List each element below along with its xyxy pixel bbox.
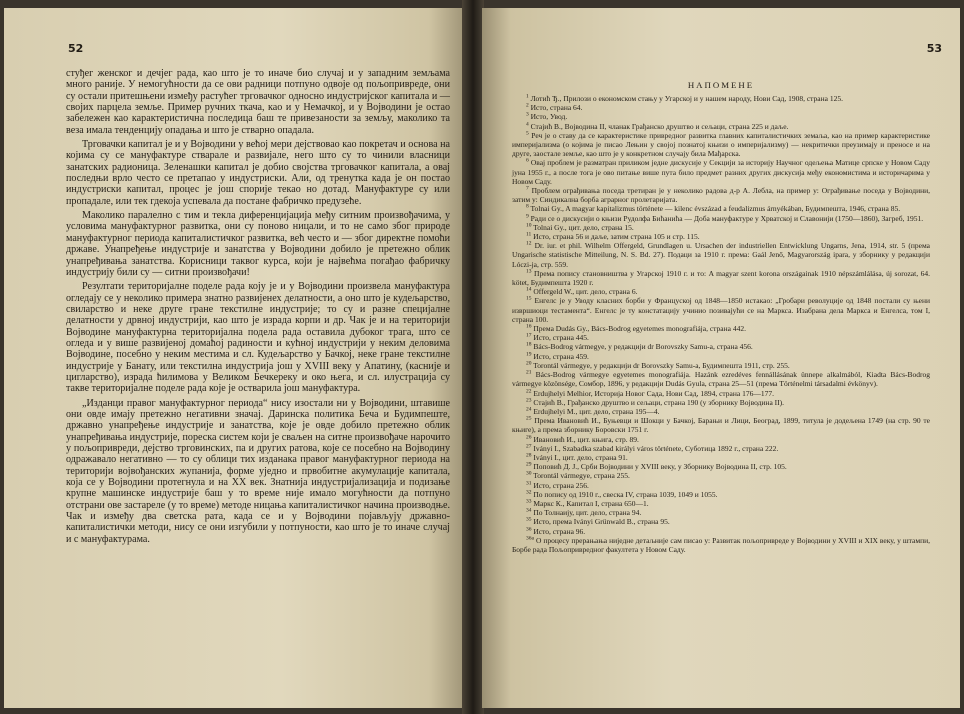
note-item: [512, 407, 930, 416]
note-number: 31: [526, 480, 532, 487]
note-item: [512, 435, 930, 444]
note-item: [512, 223, 930, 232]
note-item: [512, 131, 930, 159]
note-text: Исто, страна 96.: [531, 526, 586, 536]
note-text: Tolnai Gy., цит. дело, страна 15.: [531, 222, 634, 232]
note-text: Према Dudás Gy., Bács-Bodrog egyetemes monografiája, страна 442.: [531, 324, 746, 334]
note-number: 30: [526, 470, 532, 477]
note-text: Енгелс је у Уводу класних борби у Француској од 1848—1850 истакао: „Гробари револуције од 1848 постали су њени извршиоци тестамента“. Енгелс је ту констатацију учинио позивајући се на Маркса. Изабрана дела Маркса и Енгелса, том I, страна 100.: [512, 296, 930, 324]
note-number: 32: [526, 489, 532, 496]
note-item: [512, 342, 930, 351]
note-text: О процесу прерањања ниједне детаљније сам писао у: Развитак пољопривреде у Војводини у XVIII и XIX веку, у штампи, Борбе рада Пољопривредног факултета у Новом Саду.: [512, 535, 930, 554]
note-item: [512, 527, 930, 536]
page-number-right: 53: [926, 42, 942, 55]
note-number: 33: [526, 498, 532, 505]
note-item: [512, 370, 930, 388]
note-item: [512, 112, 930, 121]
note-number: 35: [526, 516, 532, 523]
note-number: 28: [526, 452, 532, 459]
note-text: Исто, Увод.: [528, 112, 568, 122]
note-number: 6: [526, 157, 529, 164]
note-number: 23: [526, 397, 532, 404]
note-text: Tolnai Gy., A magyar kapitalizmus története — kilenc évszázad a feudalizmus árnyékában, Будимпешта, 1946, страна 85.: [528, 204, 901, 214]
note-item: [512, 444, 930, 453]
note-text: Исто, страна 256.: [531, 480, 589, 490]
note-text: Према попису становништва у Угарској 1910 г. и то: A magyar szent korona országainak 1910 népszámlálása, új sorozat, 64. kötet, Будимпешта 1920 г.: [512, 268, 930, 288]
note-item: [512, 241, 930, 269]
note-item: [512, 462, 930, 471]
note-number: 7: [526, 185, 529, 192]
note-number: 20: [526, 360, 532, 367]
notes-heading: НАПОМЕНЕ: [687, 80, 755, 90]
note-text: Bács-Bodrog vármegye egyetemes monografiája. Hazánk ezredéves fennállásának ünnepe alkalmából, Kiadta Bács-Bodrog vármegye közönsége, Сомбор, 1896, у редакцији Dudás Gyula, страна 25—51 (према Történelmi társadalmi évkönyv).: [512, 370, 930, 389]
note-item: [512, 352, 930, 361]
note-number: 26: [526, 434, 532, 441]
note-item: [512, 536, 930, 554]
note-number: 5: [526, 130, 529, 137]
note-number: 36: [526, 526, 532, 533]
note-number: 16: [526, 323, 532, 330]
note-number: 17: [526, 332, 532, 339]
note-text: По Толнаију, цит. дело, страна 94.: [531, 508, 642, 518]
note-item: [512, 186, 930, 204]
paragraph: стуђег женског и дечјег рада, као што је то иначе био случај и у западним земљама много раније. У немогућности да се ови радници потпуно одвоје од пољопривреде, они су остали притешњени између растућег трговачког односно индустријског капитала и — својих парцела земље. Пример ручних ткача, као и у Немачкој, и у Војводини је остао забележен као карактеристична последица баш те привезаности за земљу, маколико та веза имала тенденцију опадања и што је стварно опадала.: [66, 68, 450, 136]
note-text: Исто, страна 64.: [528, 103, 583, 113]
note-number: 27: [526, 443, 532, 450]
note-item: [512, 416, 930, 434]
note-text: Исто, страна 56 и даље, затим страна 105 и стр. 115.: [531, 232, 700, 242]
note-number: 19: [526, 351, 532, 358]
body-text: [66, 68, 450, 548]
page-number-left: 52: [68, 42, 84, 55]
note-text: Torontál vármegye, у редакцији dr Borovszky Samu-a, Будимпешта 1911, стр. 255.: [531, 360, 790, 370]
note-item: [512, 324, 930, 333]
note-item: [512, 204, 930, 213]
note-number: 4: [526, 121, 529, 128]
note-text: Лотић Ђ., Прилози о економском стању у Угарској и у нашем народу, Нови Сад, 1908, страна 125.: [528, 94, 843, 103]
note-item: [512, 471, 930, 480]
note-number: 2: [526, 102, 529, 109]
note-text: Стајић В., Грађанско друштво и сељаци, страна 190 (у зборнику Војводина II).: [531, 397, 785, 407]
note-item: [512, 453, 930, 462]
note-number: 29: [526, 461, 532, 468]
right-page: [482, 8, 960, 708]
note-text: Iványi I., цит. дело, страна 91.: [531, 452, 628, 462]
note-number: 21: [526, 369, 532, 376]
note-text: Исто, страна 459.: [531, 351, 589, 361]
paragraph: Маколико паралелно с тим и текла диференцијација међу ситним произвођачима, у условима мануфактурног развитка, они су поново ницали, и то не само због природе мануфактурног периода капиталистичког развитка, већ често и — због директне помоћи државе. Унапређење индустрије и занатства у Војводини добило је претежно облик унапређивања занатства. Корисници таквог курса, који је највећма погађао фабричку индустрију били су — ситни произвођачи!: [66, 210, 450, 278]
note-text: Поповић Д. Ј., Срби Војводини у XVIII веку, у Зборнику Војводина II, стр. 105.: [531, 462, 787, 472]
notes-list: [512, 94, 930, 554]
note-text: По попису од 1910 г., свеска IV, страна 1039, 1049 и 1055.: [531, 489, 718, 499]
note-number: 24: [526, 406, 532, 413]
note-item: [512, 398, 930, 407]
note-number: 9: [526, 213, 529, 220]
note-item: [512, 296, 930, 324]
note-number: 8: [526, 203, 529, 210]
note-number: 34: [526, 507, 532, 514]
note-text: Torontál vármegye, страна 255.: [531, 471, 630, 481]
note-number: 1: [526, 93, 529, 100]
note-text: Исто, страна 445.: [531, 333, 589, 343]
note-item: [512, 481, 930, 490]
note-number: 12: [526, 240, 532, 247]
book-gutter: [462, 0, 484, 714]
note-number: 36a: [526, 535, 534, 542]
note-item: [512, 158, 930, 186]
note-item: [512, 508, 930, 517]
note-text: Ради се о дискусији о књизи Рудолфа Бићанића — Доба мануфактуре у Хрватској и Славонији (1750—1860), Загреб, 1951.: [528, 213, 924, 223]
note-item: [512, 122, 930, 131]
note-item: [512, 232, 930, 241]
note-number: 22: [526, 388, 532, 394]
note-number: 10: [526, 222, 532, 229]
note-number: 3: [526, 111, 529, 118]
note-number: 18: [526, 341, 532, 348]
note-text: Према Ивановић И., Буњевци и Шокци у Бачкој, Барањи и Лици, Београд, 1899, титула је додељена 1749 (на стр. 90 те књиге), а према зборнику Боровски 1751 г.: [512, 416, 930, 435]
left-page: [4, 8, 466, 708]
note-number: 13: [526, 268, 532, 275]
note-text: Проблем ограђивања поседа третиран је у неколико радова д-р А. Лебла, на пример у: Ограђивање поседа у Војводини, затим у: Синдикална борба аграрног пролетаријата.: [512, 186, 930, 205]
note-text: Реч је о ставу да се карактеристике привредног развитка главних капиталистичких земаља, као на пример карактеристике империјализма (о којима је писао Лењин у својој познатој књизи о империјализму) — некритички преузимају и преносе и на друге, заостале земље, као што је у конкретном случају била Мађарска.: [512, 130, 930, 159]
note-text: Iványi I., Szabadka szabad királyi város története, Суботица 1892 г., страна 222.: [531, 443, 779, 453]
note-text: Маркс К., Капитал I, страна 650—1.: [531, 498, 649, 508]
note-item: [512, 94, 930, 103]
note-number: 15: [526, 295, 532, 302]
note-text: Offergeld W., цит. дело, страна 6.: [531, 287, 638, 297]
note-text: Bács-Bodrog vármegye, у редакцији dr Borovszky Samu-a, страна 456.: [531, 342, 753, 352]
paragraph: Резултати територијалне поделе рада коју је и у Војводини произвела мануфактура огледају се у неколико примера знатно развијенех делатности, а оно што је кудељарство, свиларство и неке друге гране текстилне индустрије; то су и разне специјалне делатности у дрвној индустрији, као што је израда корпи и др. Чак је и на територији Војводине мануфактурна територијална подела рада оставила дубоког трага, што се огледа и у више развијеној домаћој радиности и кућној индустрији у неким деловима Војводине, посебно у неким местима и сл. Кудељарство у Бачкој, неке гране текстилне индустрије у Банату, или текстилна индустрија још у XVIII веку у Апатину, (касније и цигларство), израда ћилимова у Великом Бечкереку и око њега, и сл. илустрација су такве територијалне поделе рада које је остварила још мануфактура.: [66, 281, 450, 395]
note-item: [512, 389, 930, 398]
note-text: Овај проблем је разматран приликом једне дискусије у Секцији за историју Научног одељења Матице српске у Новом Саду јуна 1955 г., а после тога је ово питање више пута било предмет разних других дискусија међу економистима и историчарима у Новом Саду.: [512, 158, 930, 186]
note-number: 14: [526, 286, 532, 293]
paragraph: „Изданци правог мануфактурног периода“ нису изостали ни у Војводини, штавише они овде имају претежно негативни значај. Даринска политика Беча и Будимпеште, државно унапређење индустрије и занатства, које је овде добило претежно облик унапређивања индустрије, пореска систем који је сваљен на ситне произвођаче нарочито у пољопривреди, дејство трговинских, па и других ратова, које се посебно на Војводину одражавало негативно — то су облици тих изданака правог мануфактурног периода на територији војвођанских жупанија, форме уједно и првобитне акумулације капитала, која се у Војводини протегнула и на XX век. Знатнија индустријализација и подизање крупне машинске индустрије баш у то време није имало могућности да потпуно отстрани ове застареле (у то време) методе ницања капиталистичког начина производње. Чак и између два светска рата, када се и у Војводини појављују државно-капиталистички методи, нису се они изгубили у потпуности, као што је то иначе случај и с мануфактурама.: [66, 397, 450, 545]
note-number: 25: [526, 415, 532, 422]
note-item: [512, 490, 930, 499]
note-item: [512, 499, 930, 508]
note-item: [512, 269, 930, 287]
note-text: Исто, према Iványi Grünwald B., страна 95.: [531, 517, 670, 527]
note-number: 11: [526, 231, 532, 238]
note-text: Стајић В., Војводина II, чланак Грађанско друштво и сељаци, страна 225 и даље.: [528, 121, 789, 131]
note-text: Erdujhelyi M., цит. дело, страна 195—4.: [531, 406, 660, 416]
note-item: [512, 517, 930, 526]
note-text: Ивановић И., цит. књига, стр. 89.: [531, 434, 639, 444]
paragraph: Трговачки капитал је и у Војводини у већој мери дејствовао као покретач и основа на којима су се мануфактуре стварале и развијале, него што су то чинили власници занатских радионица. Зеленашки капитал је добио својства трговачког капитала, а овај последњи врло често се претапао у индустриски. Али, од тренутка када је он постао индустриски капитал, процес је још спорије текао но дотад. Мануфактуре су или пропадале, или тек гдекоја успевала да постане фабричко предузеће.: [66, 139, 450, 207]
note-text: Erdujhelyi Melhior, Историја Новог Сада, Нови Сад, 1894, страна 176—177.: [531, 388, 774, 398]
note-text: Dr. iur. et phil. Wilhelm Offergeld, Grundlagen u. Ursachen der industriellen Entwicklung Ungarns, Jena, 1914, str. 5 (према Ungarische statistische Mitteilung, N. S. Bd. 27). Подаци за 1910 г. према: Gaál Jenő, Magyarország ipara, у зборнику у редакцији Lóczi-ja, стр. 559.: [512, 241, 930, 269]
note-item: [512, 214, 930, 223]
note-item: [512, 361, 930, 370]
note-item: [512, 103, 930, 112]
